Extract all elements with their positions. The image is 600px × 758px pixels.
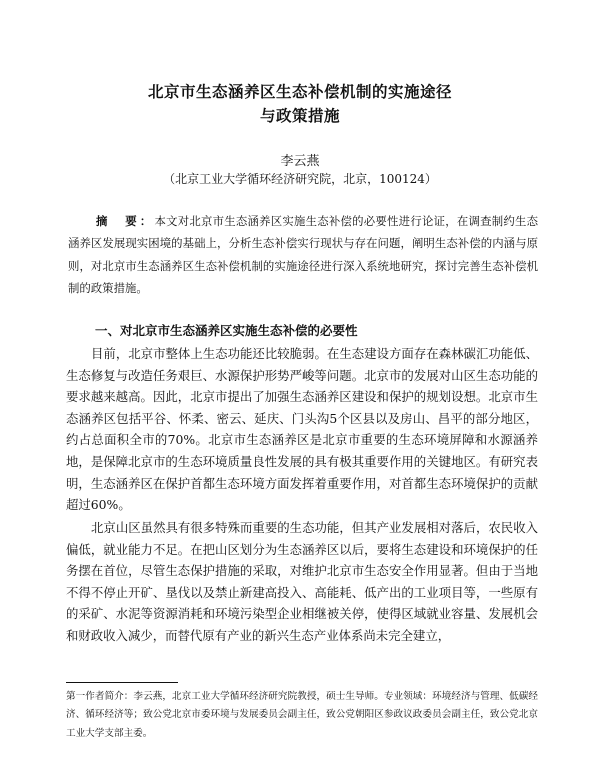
body-paragraph-2: 北京山区虽然具有很多特殊而重要的生态功能，但其产业发展相对落后，农民收入偏低，就业能力不足。在把山区划分为生态涵养区以后，要将生态建设和环境保护的任务摆在首位，尽管生态保护措施的采取，对维护北京市生态安全作用显著。但由于当地不得不停止开矿、垦伐以及禁止新建高投入、高能耗、低产出的工业项目等，一些原有的采矿、水泥等资源消耗和环境污染型企业相继被关停，使得区域就业容量、发展机会和财政收入减少，而替代原有产业的新兴生态产业体系尚未完全建立，: [66, 520, 538, 643]
footnote: 第一作者简介：李云燕，北京工业大学循环经济研究院教授，硕士生导师。专业领域：环境经济与管理、低碳经济、循环经济等；致公党北京市委环境与发展委员会副主任，致公党朝阳区参政议政委员会副主任，致公党北京工业大学支部主委。: [66, 691, 538, 739]
paper-title-line-1: 北京市生态涵养区生态补偿机制的实施途径: [147, 83, 452, 101]
body-paragraph-1: 目前，北京市整体上生态功能还比较脆弱。在生态建设方面存在森林碳汇功能低、生态修复与改造任务艰巨、水源保护形势严峻等问题。北京市的发展对山区生态功能的要求越来越高。因此，北京市提出了加强生态涵养区建设和保护的规划设想。北京市生态涵养区包括平谷、怀柔、密云、延庆、门头沟5个区县以及房山、昌平的部分地区，约占总面积全市的70%。北京市生态涵养区是北京市重要的生态环境屏障和水源涵养地，是保障北京市的生态环境质量良性发展的具有极其重要作用的关键地区。有研究表明，生态涵养区在保护首都生态环境方面发挥着重要作用，对首都生态环境保护的贡献超过60%。: [66, 346, 538, 513]
author-name: 李云燕: [280, 154, 320, 169]
abstract-label: 摘 要：: [96, 214, 155, 228]
paper-title-line-2: 与政策措施: [259, 107, 340, 125]
abstract-text: 本文对北京市生态涵养区实施生态补偿的必要性进行论证，在调查制约生态涵养区发展现实困境的基础上，分析生态补偿实行现状与存在问题，阐明生态补偿的内涵与原则，对北京市生态涵养区生态补偿机制的实施途径进行深入系统地研究，探讨完善生态补偿机制的政策措施。: [68, 214, 538, 295]
footnote-divider: [66, 682, 178, 683]
abstract: [68, 210, 538, 299]
section-1-heading: 一、对北京市生态涵养区实施生态补偿的必要性: [95, 323, 358, 338]
author-affiliation: （北京工业大学循环经济研究院，北京，100124）: [163, 172, 437, 186]
